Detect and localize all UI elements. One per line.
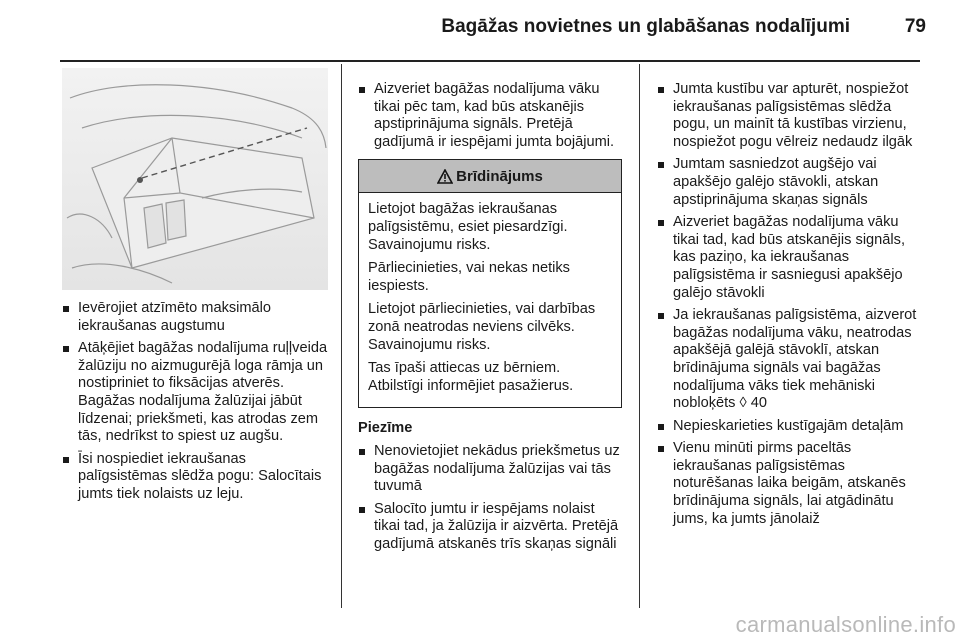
warning-header xyxy=(359,160,621,193)
page-title: Bagāžas novietnes un glabāšanas nodalījumi xyxy=(441,16,850,37)
instruction-list xyxy=(358,81,622,151)
column-2 xyxy=(358,81,622,558)
trunk-illustration xyxy=(62,68,328,290)
list-item: Nenovietojiet nekādus priekšmetus uz bagāžas nodalījuma žalūzijas vai tās tuvumā xyxy=(358,443,622,496)
list-item: Īsi nospiediet iekraušanas palīgsistēmas slēdža pogu: Salocītais jumts tiek nolaists uz leju. xyxy=(62,451,332,504)
warning-paragraph: Lietojot pārliecinieties, vai darbības zonā neatrodas neviens cilvēks. Savainojumu risks. xyxy=(368,301,596,353)
warning-paragraph: Pārliecinieties, vai nekas netiks iespiests. xyxy=(368,260,570,294)
instruction-list xyxy=(62,300,332,504)
warning-body xyxy=(359,193,621,407)
list-item: Aizveriet bagāžas nodalījuma vāku tikai tad, kad būs atskanējis signāls, kas paziņo, ka iekraušanas palīgsistēma ir sasniegusi apakšējo galējo stāvokli xyxy=(657,214,927,302)
warning-box xyxy=(358,159,622,408)
watermark: carmanualsonline.info xyxy=(735,612,956,637)
warning-paragraph: Tas īpaši attiecas uz bērniem. Atbilstīgi informējiet pasažierus. xyxy=(368,360,574,394)
warning-paragraph: Lietojot bagāžas iekraušanas palīgsistēmu, esiet piesardzīgi. Savainojumu risks. xyxy=(368,201,568,253)
warning-triangle-icon xyxy=(437,169,453,184)
list-item: Nepieskarieties kustīgajām detaļām xyxy=(657,418,927,436)
list-item: Vienu minūti pirms paceltās iekraušanas palīgsistēmas noturēšanas laika beigām, atskanēs brīdinājuma signāls, lai atgādinātu jums, ka jumts jānolaiž xyxy=(657,440,927,528)
warning-title: Brīdinājums xyxy=(456,167,543,185)
list-item: Jumtam sasniedzot augšējo vai apakšējo galējo stāvokli, atskan apstiprinājuma skaņas signāls xyxy=(657,156,927,209)
list-item: Salocīto jumtu ir iespējams nolaist tikai tad, ja žalūzija ir aizvērta. Pretējā gadījumā atskanēs trīs skaņas signāli xyxy=(358,501,622,554)
column-divider-2 xyxy=(639,64,640,608)
note-list xyxy=(358,443,622,554)
instruction-list xyxy=(657,81,927,528)
list-item: Ja iekraušanas palīgsistēma, aizverot bagāžas nodalījuma vāku, neatrodas apakšējā galējā stāvoklī, atskan brīdinājuma signāls vai bagāžas nodalījuma vāks tiek mehāniski nobloķēts ◊ 40 xyxy=(657,307,927,413)
list-item: Aizveriet bagāžas nodalījuma vāku tikai pēc tam, kad būs atskanējis apstiprinājuma signāls. Pretējā gadījumā ir iespējami jumta bojājumi. xyxy=(358,81,622,151)
note-title: Piezīme xyxy=(358,420,413,437)
column-1 xyxy=(62,300,332,509)
list-item: Jumta kustību var apturēt, nospiežot iekraušanas palīgsistēmas slēdža pogu, un mainīt tā kustības virzienu, nospiežot pogu vēlreiz nedaudz ilgāk xyxy=(657,81,927,151)
list-item: Atāķējiet bagāžas nodalījuma ruļļveida žalūziju no aizmugurējā loga rāmja un nostipriniet to fiksācijas atverēs. Bagāžas nodalījuma žalūzijai jābūt līdzenai; priekšmeti, kas atrodas zem tās, nedrīkst to spiest uz augšu. xyxy=(62,340,332,446)
column-3 xyxy=(657,81,927,533)
list-item: Ievērojiet atzīmēto maksimālo iekraušanas augstumu xyxy=(62,300,332,335)
header-rule xyxy=(60,60,920,62)
page-number: 79 xyxy=(904,16,926,37)
column-divider-1 xyxy=(341,64,342,608)
